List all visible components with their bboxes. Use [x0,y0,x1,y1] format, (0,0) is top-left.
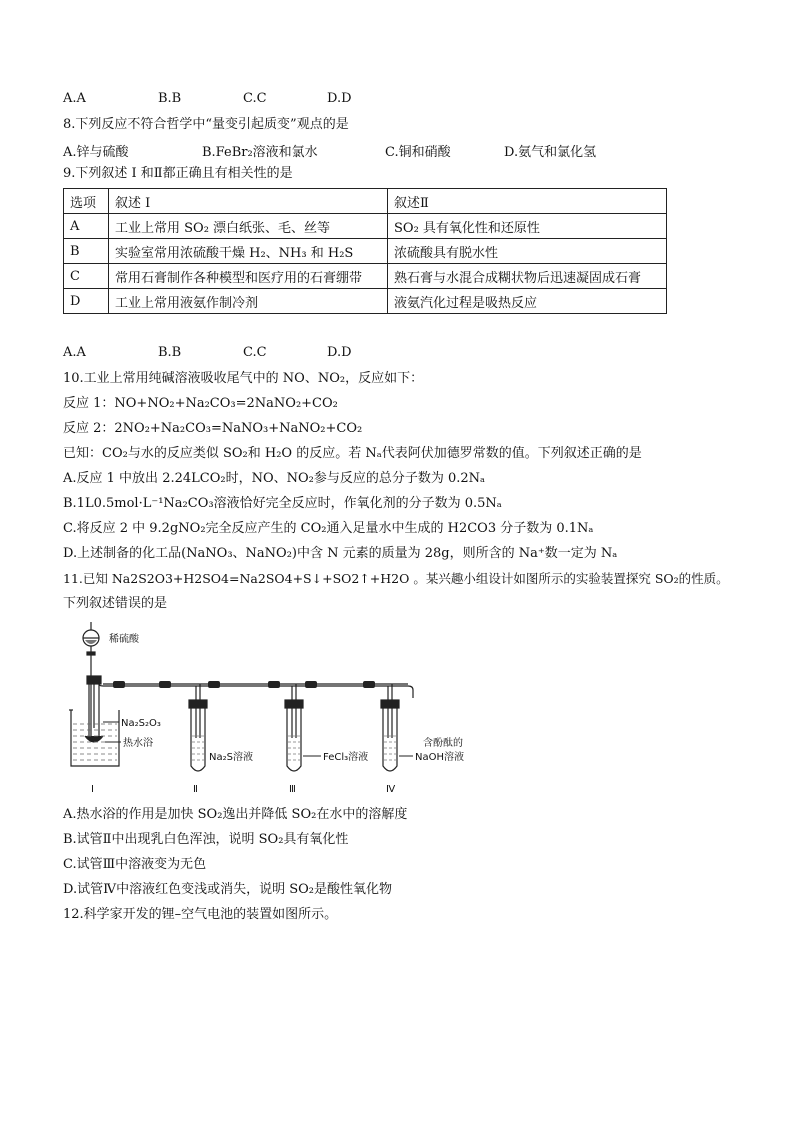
q8-options [63,141,596,160]
table-cell: 工业上常用液氨作制冷剂 [109,289,388,314]
q7-options [63,91,352,106]
option: B.FeBr₂溶液和氯水 [202,145,318,160]
test-tube-4 [381,700,399,771]
flask-label: Na₂S₂O₃ [121,718,161,729]
table-cell: 工业上常用 SO₂ 漂白纸张、毛、丝等 [109,214,388,239]
q9-options [63,345,352,360]
q10-reaction-1: 反应 1：NO+NO₂+Na₂CO₃=2NaNO₂+CO₂ [63,396,338,411]
q10-reaction-2: 反应 2：2NO₂+Na₂CO₃=NaNO₃+NaNO₂+CO₂ [63,421,363,436]
table-row [64,214,667,239]
q10-option-d: D.上述制备的化工品(NaNO₃、NaNO₂)中含 N 元素的质量为 28g，则所含的 Na⁺数一定为 Nₐ [63,546,618,561]
table-cell: SO₂ 具有氧化性和还原性 [388,214,667,239]
q8-stem: 8.下列反应不符合哲学中“量变引起质变”观点的是 [63,117,349,132]
q9-stem: 9.下列叙述 I 和Ⅱ都正确且有相关性的是 [63,166,293,181]
option: D.D [327,345,352,360]
q9-table [63,188,667,314]
q11-option-a: A.热水浴的作用是加快 SO₂逸出并降低 SO₂在水中的溶解度 [63,807,408,822]
table-cell: 常用石膏制作各种模型和医疗用的石膏绷带 [109,264,388,289]
table-row [64,264,667,289]
option: B.B [158,345,182,360]
table-cell: A [64,214,109,239]
q11-stem: 11.已知 Na2S2O3+H2SO4=Na2SO4+S↓+SO2↑+H2O 。某兴趣小组设计如图所示的实验装置探究 SO₂的性质。 [63,571,729,586]
table-cell: 熟石膏与水混合成糊状物后迅速凝固成石膏 [388,264,667,289]
q10-option-b: B.1L0.5mol·L⁻¹Na₂CO₃溶液恰好完全反应时，作氧化剂的分子数为 0.5Nₐ [63,496,502,511]
table-cell: 实验室常用浓硫酸干燥 H₂、NH₃ 和 H₂S [109,239,388,264]
tube-3-label: FeCl₃溶液 [323,752,369,763]
q11-option-c: C.试管Ⅲ中溶液变为无色 [63,857,207,872]
table-cell: C [64,264,109,289]
tube-2-label: Na₂S溶液 [209,752,253,763]
apparatus-diagram [63,618,483,798]
option: A.锌与硫酸 [63,145,129,160]
option: D.D [327,91,352,106]
table-header: 叙述 I [109,189,388,214]
table-row [64,239,667,264]
table-cell: 浓硫酸具有脱水性 [388,239,667,264]
label-iv: Ⅳ [386,784,396,795]
test-tube-3 [285,700,303,771]
option: C.C [243,345,267,360]
q10-option-c: C.将反应 2 中 9.2gNO₂完全反应产生的 CO₂通入足量水中生成的 H2CO3 分子数为 0.1Nₐ [63,521,594,536]
tube-4-label-2: NaOH溶液 [415,752,464,763]
tube-4-label-1: 含酚酞的 [423,738,463,749]
label-iii: Ⅲ [289,784,296,795]
table-row [64,289,667,314]
table-cell: 液氨汽化过程是吸热反应 [388,289,667,314]
table-cell: B [64,239,109,264]
option: D.氨气和氯化氢 [504,145,597,160]
q12-stem: 12.科学家开发的锂–空气电池的装置如图所示。 [63,907,338,922]
option: A.A [63,345,86,360]
q11-option-d: D.试管Ⅳ中溶液红色变浅或消失，说明 SO₂是酸性氧化物 [63,882,392,897]
option: A.A [63,91,86,106]
bath-label: 热水浴 [123,738,153,749]
q11-option-b: B.试管Ⅱ中出现乳白色浑浊，说明 SO₂具有氧化性 [63,832,349,847]
table-header-row [64,189,667,214]
acid-label: 稀硫酸 [109,634,139,645]
table-header: 选项 [64,189,109,214]
option: B.B [158,91,182,106]
label-i: Ⅰ [91,784,94,795]
q11-stem-continued: 下列叙述错误的是 [63,596,168,611]
table-header: 叙述Ⅱ [388,189,667,214]
gas-tubing [99,682,413,738]
option: C.C [243,91,267,106]
q10-stem: 10.工业上常用纯碱溶液吸收尾气中的 NO、NO₂，反应如下： [63,371,424,386]
q10-option-a: A.反应 1 中放出 2.24LCO₂时，NO、NO₂参与反应的总分子数为 0.2Nₐ [63,471,486,486]
option: C.铜和硝酸 [385,145,451,160]
q10-known: 已知：CO₂与水的反应类似 SO₂和 H₂O 的反应。若 Nₐ代表阿伏加德罗常数的值。下列叙述正确的是 [63,446,642,461]
table-cell: D [64,289,109,314]
test-tube-2 [189,700,207,771]
label-ii: Ⅱ [193,784,198,795]
